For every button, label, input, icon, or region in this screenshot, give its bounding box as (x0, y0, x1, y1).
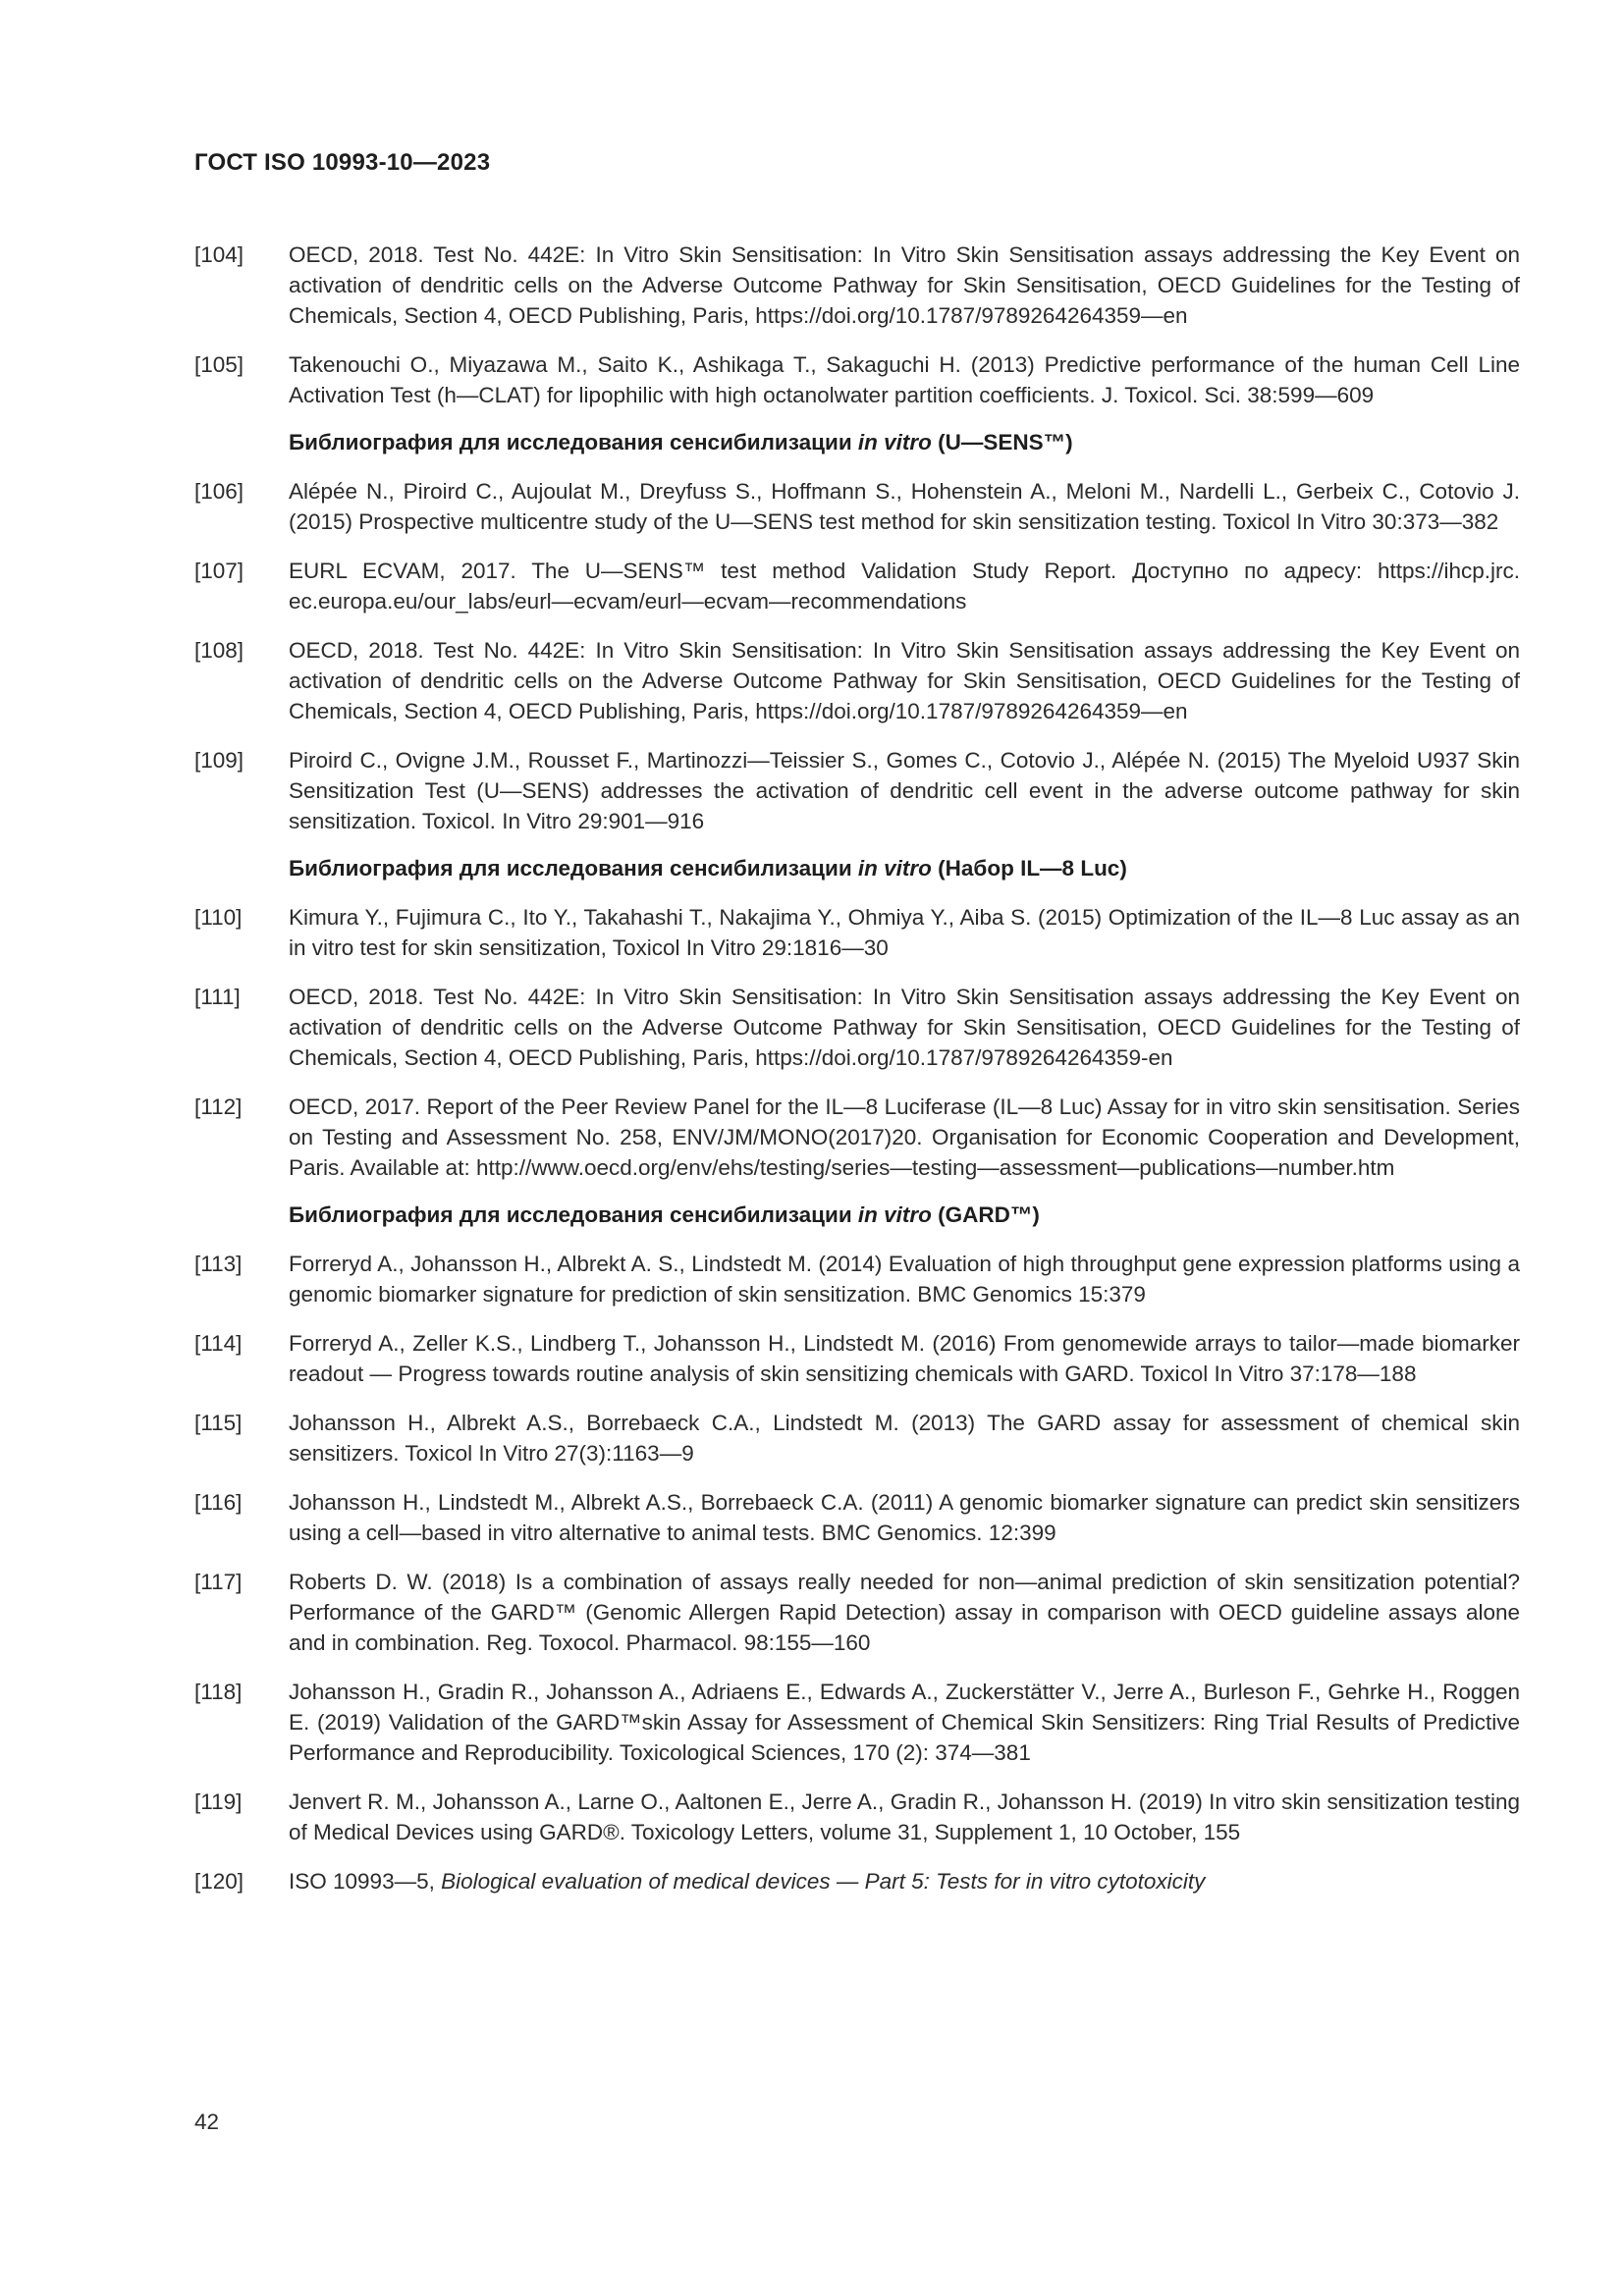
entry-citation: Forreryd A., Johansson H., Albrekt A. S., Lindstedt M. (2014) Evaluation of high throughput gene expression platforms using a genomic biomarker signature for prediction of skin sensitization. BMC Genomics 15:379 (289, 1252, 1520, 1307)
entry-number: [106] (194, 479, 244, 504)
entry-citation: OECD, 2018. Test No. 442E: In Vitro Skin Sensitisation: In Vitro Skin Sensitisation assays addressing the Key Event on activation of dendritic cells on the Adverse Outcome Pathway for Skin Sensitisation, OECD Guidelines for the Testing of Chemicals, Section 4, OECD Publishing, Paris, https://doi.org/10.1787/9789264264359-en (289, 985, 1520, 1070)
entry-citation: Forreryd A., Zeller K.S., Lindberg T., Johansson H., Lindstedt M. (2016) From genomewide arrays to tailor—made biomarker readout — Progress towards routine analysis of skin sensitizing chemicals with GARD. Toxicol In Vitro 37:178—188 (289, 1331, 1520, 1386)
entry-citation: Kimura Y., Fujimura C., Ito Y., Takahashi T., Nakajima Y., Ohmiya Y., Aiba S. (2015) Optimization of the IL—8 Luc assay as an in vitro test for skin sensitization, Toxicol In Vitro 29:1816—30 (289, 905, 1520, 960)
bibliography-entry (194, 902, 1520, 963)
bibliography-entry (194, 635, 1520, 726)
section-heading-italic: in vitro (857, 1202, 932, 1227)
entry-text (289, 982, 1520, 1073)
entry-citation: Jenvert R. M., Johansson A., Larne O., Aaltonen E., Jerre A., Gradin R., Johansson H. (2019) In vitro skin sensitization testing of Medical Devices using GARD®. Toxicology Letters, volume 31, Supplement 1, 10 October, 155 (289, 1789, 1520, 1844)
bibliography-entry (194, 1408, 1520, 1468)
bibliography-entry (194, 1866, 1520, 1896)
entry-number: [118] (194, 1680, 243, 1704)
entry-citation: Piroird C., Ovigne J.M., Rousset F., Martinozzi—Teissier S., Gomes C., Cotovio J., Alépée N. (2015) The Myeloid U937 Skin Sensitization Test (U—SENS) addresses the activation of dendritic cell event in the adverse outcome pathway for skin sensitization. Toxicol. In Vitro 29:901—916 (289, 748, 1520, 833)
entry-citation: OECD, 2017. Report of the Peer Review Panel for the IL—8 Luciferase (IL—8 Luc) Assay for in vitro skin sensitisation. Series on Testing and Assessment No. 258, ENV/JM/MONO(2017)20. Organisation for Economic Cooperation and Development, Paris. Available at: http://www.oecd.org/env/ehs/testing/series—testing—assessment—publications—number.htm (289, 1095, 1520, 1180)
entry-number: [120] (194, 1869, 244, 1894)
entry-number: [114] (194, 1331, 243, 1356)
entry-text (289, 556, 1520, 616)
bibliography-entry (194, 1677, 1520, 1768)
section-heading-suffix: (Набор IL—8 Luc) (931, 856, 1127, 881)
section-heading-text: Библиография для исследования сенсибилизации (289, 856, 858, 881)
bibliography-entry (194, 982, 1520, 1073)
section-heading (289, 853, 1520, 883)
bibliography-entry (194, 1567, 1520, 1658)
bibliography-entry (194, 1487, 1520, 1548)
entry-citation: Johansson H., Lindstedt M., Albrekt A.S., Borrebaeck C.A. (2011) A genomic biomarker signature can predict skin sensitizers using a cell—based in vitro alternative to animal tests. BMC Genomics. 12:399 (289, 1490, 1520, 1545)
section-heading (289, 1200, 1520, 1230)
bibliography-entry (194, 1328, 1520, 1389)
bibliography-list (194, 240, 1520, 1915)
entry-number: [116] (194, 1490, 243, 1515)
entry-number: [109] (194, 748, 244, 773)
bibliography-entry (194, 1092, 1520, 1183)
entry-citation: ISO 10993—5, (289, 1869, 442, 1894)
entry-citation: OECD, 2018. Test No. 442E: In Vitro Skin Sensitisation: In Vitro Skin Sensitisation assays addressing the Key Event on activation of dendritic cells on the Adverse Outcome Pathway for Skin Sensitisation, OECD Guidelines for the Testing of Chemicals, Section 4, OECD Publishing, Paris, https://doi.org/10.1787/9789264264359—en (289, 242, 1520, 328)
section-heading (289, 427, 1520, 457)
entry-text (289, 1866, 1520, 1896)
page-number: 42 (194, 2109, 220, 2134)
entry-text (289, 1487, 1520, 1548)
entry-citation: Johansson H., Albrekt A.S., Borrebaeck C.A., Lindstedt M. (2013) The GARD assay for assessment of chemical skin sensitizers. Toxicol In Vitro 27(3):1163—9 (289, 1411, 1520, 1466)
entry-text (289, 1249, 1520, 1309)
entry-number: [117] (194, 1570, 243, 1594)
section-heading-suffix: (GARD™) (931, 1202, 1040, 1227)
bibliography-entry (194, 349, 1520, 410)
section-heading-suffix: (U—SENS™) (931, 430, 1073, 454)
section-heading-text: Библиография для исследования сенсибилизации (289, 1202, 858, 1227)
entry-citation: Alépée N., Piroird C., Aujoulat M., Dreyfuss S., Hoffmann S., Hohenstein A., Meloni M., Nardelli L., Gerbeix C., Cotovio J. (2015) Prospective multicentre study of the U—SENS test method for skin sensitization testing. Toxicol In Vitro 30:373—382 (289, 479, 1520, 534)
entry-number: [110] (194, 905, 243, 930)
bibliography-entry (194, 1249, 1520, 1309)
entry-number: [107] (194, 559, 244, 583)
entry-number: [112] (194, 1095, 243, 1119)
entry-text (289, 1567, 1520, 1658)
bibliography-entry (194, 556, 1520, 616)
bibliography-entry (194, 240, 1520, 331)
entry-text (289, 1328, 1520, 1389)
section-heading-text: Библиография для исследования сенсибилизации (289, 430, 858, 454)
entry-citation: EURL ECVAM, 2017. The U—SENS™ test method Validation Study Report. Доступно по адресу: https://ihcp.jrc. ec.europa.eu/our_labs/eurl—ecvam/eurl—ecvam—recommendations (289, 559, 1520, 614)
document-header: ГОСТ ISO 10993-10—2023 (194, 149, 491, 176)
bibliography-entry (194, 745, 1520, 836)
entry-number: [119] (194, 1789, 243, 1814)
entry-text (289, 1677, 1520, 1768)
section-heading-italic: in vitro (857, 430, 932, 454)
entry-text (289, 1092, 1520, 1183)
entry-text (289, 476, 1520, 537)
entry-text (289, 349, 1520, 410)
entry-title-italic: Biological evaluation of medical devices — Part 5: Tests for in vitro cytotoxicity (441, 1869, 1206, 1894)
entry-text (289, 1787, 1520, 1847)
entry-number: [104] (194, 242, 244, 267)
section-heading-italic: in vitro (857, 856, 932, 881)
entry-citation: Johansson H., Gradin R., Johansson A., Adriaens E., Edwards A., Zuckerstätter V., Jerre A., Burleson F., Gehrke H., Roggen E. (2019) Validation of the GARD™skin Assay for Assessment of Chemical Skin Sensitizers: Ring Trial Results of Predictive Performance and Reproducibility. Toxicological Sciences, 170 (2): 374—381 (289, 1680, 1520, 1765)
entry-number: [115] (194, 1411, 243, 1435)
bibliography-entry (194, 1787, 1520, 1847)
entry-number: [113] (194, 1252, 243, 1276)
entry-citation: Takenouchi O., Miyazawa M., Saito K., Ashikaga T., Sakaguchi H. (2013) Predictive performance of the human Cell Line Activation Test (h—CLAT) for lipophilic with high octanolwater partition coefficients. J. Toxicol. Sci. 38:599—609 (289, 352, 1520, 407)
entry-text (289, 635, 1520, 726)
bibliography-entry (194, 476, 1520, 537)
entry-text (289, 745, 1520, 836)
entry-number: [111] (194, 985, 241, 1009)
entry-text (289, 240, 1520, 331)
entry-text (289, 1408, 1520, 1468)
entry-citation: Roberts D. W. (2018) Is a combination of assays really needed for non—animal prediction of skin sensitization potential? Performance of the GARD™ (Genomic Allergen Rapid Detection) assay in comparison with OECD guideline assays alone and in combination. Reg. Toxocol. Pharmacol. 98:155—160 (289, 1570, 1520, 1655)
entry-number: [108] (194, 638, 244, 663)
entry-citation: OECD, 2018. Test No. 442E: In Vitro Skin Sensitisation: In Vitro Skin Sensitisation assays addressing the Key Event on activation of dendritic cells on the Adverse Outcome Pathway for Skin Sensitisation, OECD Guidelines for the Testing of Chemicals, Section 4, OECD Publishing, Paris, https://doi.org/10.1787/9789264264359—en (289, 638, 1520, 723)
entry-text (289, 902, 1520, 963)
entry-number: [105] (194, 352, 244, 377)
